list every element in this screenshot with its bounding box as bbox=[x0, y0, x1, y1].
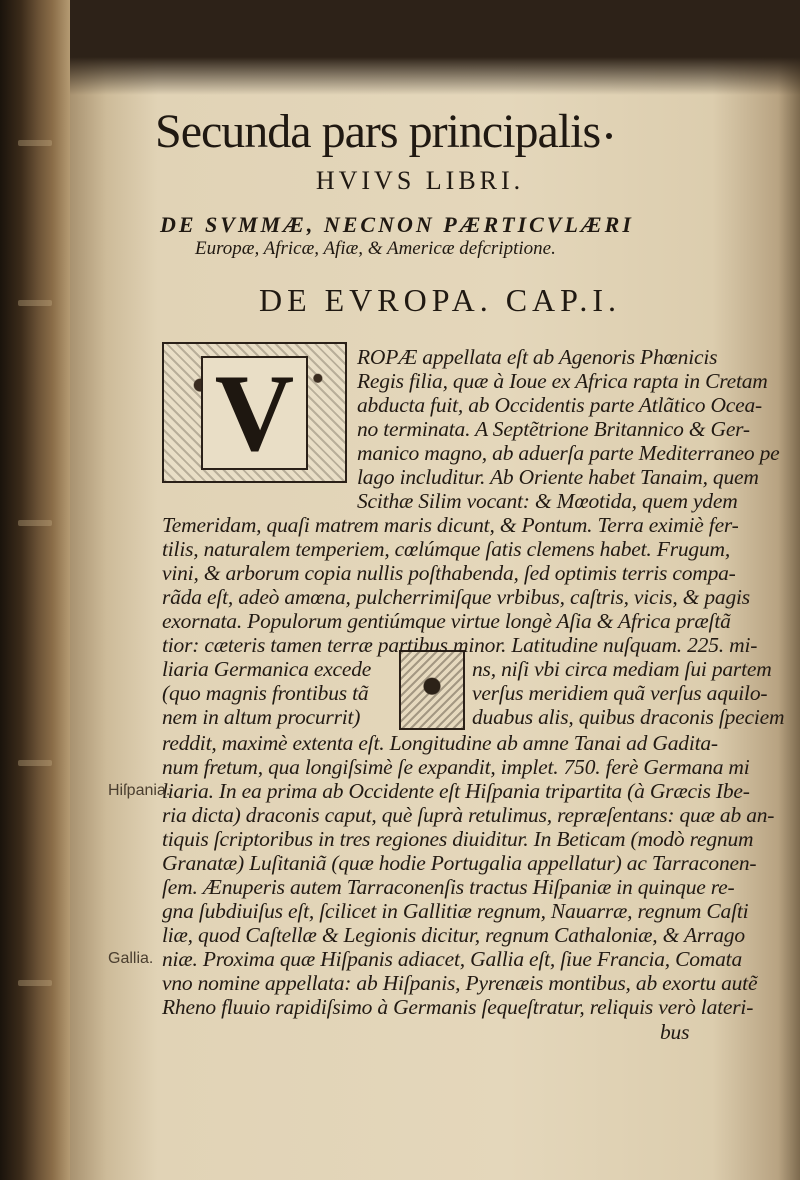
chapter-heading: DE EVROPA. CAP.I. bbox=[258, 282, 622, 318]
text-line: liaria Germanica excede bbox=[162, 657, 372, 681]
text-line: (quo magnis frontibus tã bbox=[162, 681, 369, 705]
catchword: bus bbox=[660, 1020, 690, 1044]
text-line: lago includitur. Ab Oriente habet Tanaim, quem bbox=[357, 465, 759, 489]
subtitle: Europæ, Africæ, Afiæ, & Americæ defcriptione. bbox=[195, 238, 556, 259]
text-line: tior: cæteris tamen terræ partibus minor. Latitudine nuſquam. 225. mi- bbox=[162, 633, 758, 657]
text-line: ROPÆ appellata eſt ab Agenoris Phœnicis bbox=[357, 345, 718, 369]
text-line: rãda eſt, adeò amœna, pulcherrimiſque vrbibus, caſtris, vicis, & pagis bbox=[162, 585, 750, 609]
book-title: HVIVS LIBRI. bbox=[315, 166, 525, 195]
text-line: Temeridam, quaſi matrem maris dicunt, & Pontum. Terra eximiè fer- bbox=[162, 513, 739, 537]
text-line: niæ. Proxima quæ Hiſpanis adiacet, Gallia eſt, ſiue Francia, Comata bbox=[162, 947, 743, 971]
text-line: exornata. Populorum gentiúmque virtue longè Aſia & Africa præſtã bbox=[162, 609, 731, 633]
ornament-icon bbox=[606, 133, 612, 139]
text-line: no terminata. A Septẽtrione Britannico & Ger- bbox=[357, 417, 750, 441]
text-line: Regis filia, quæ à Ioue ex Africa rapta in Cretam bbox=[357, 369, 768, 393]
text-line: liaria. In ea prima ab Occidente eſt Hiſpania tripartita (à Græcis Ibe- bbox=[162, 779, 750, 803]
text-line: nem in altum procurrit) bbox=[162, 705, 361, 729]
text-line: duabus alis, quibus draconis ſpeciem bbox=[472, 705, 785, 729]
text-line: ns, niſi vbi circa mediam ſui partem bbox=[472, 657, 772, 681]
margin-note-gallia: Gallia. bbox=[108, 950, 154, 967]
part-title: DE SVMMÆ, NECNON PÆRTICVLÆRI bbox=[160, 212, 634, 237]
text-line: vno nomine appellata: ab Hiſpanis, Pyrenæis montibus, ab exortu autẽ bbox=[162, 971, 758, 995]
text-line: reddit, maximè extenta eſt. Longitudine ab amne Tanai ad Gadita- bbox=[162, 731, 718, 755]
text-line: vini, & arborum copia nullis poſthabenda, ſed optimis terris compa- bbox=[162, 561, 736, 585]
text-line: gna ſubdiuiſus eſt, ſcilicet in Gallitiæ regnum, Nauarræ, regnum Caſti bbox=[162, 899, 749, 923]
text-line: ria dicta) draconis caput, què ſuprà retulimus, repræſentans: quæ ab an- bbox=[162, 803, 775, 827]
text-line: num fretum, qua longiſsimè ſe expandit, implet. 750. ferè Germana mi bbox=[162, 755, 750, 779]
text-line: liæ, quod Caſtellæ & Legionis dicitur, regnum Cathaloniæ, & Arrago bbox=[162, 923, 745, 947]
text-line: tilis, naturalem temperiem, cœlúmque ſatis clemens habet. Frugum, bbox=[162, 537, 731, 561]
drop-cap-letter: V bbox=[201, 356, 308, 470]
text-line: Rheno fluuio rapidiſsimo à Germanis ſequeſtratur, reliquis verò lateri- bbox=[162, 995, 754, 1019]
running-head: Secunda pars principalis bbox=[155, 102, 695, 162]
book-spine bbox=[0, 0, 70, 1180]
text-line: manico magno, ab aduerſa parte Mediterraneo pe bbox=[357, 441, 780, 465]
text-line: tiquis ſcriptoribus in tres regiones diuiditur. In Beticam (modò regnum bbox=[162, 827, 754, 851]
text-line: verſus meridiem quã verſus aquilo- bbox=[472, 681, 768, 705]
margin-note-hispania: Hiſpania. bbox=[108, 782, 171, 799]
drop-cap-ornament bbox=[162, 342, 347, 483]
text-line: abducta fuit, ab Occidentis parte Atlãtico Ocea- bbox=[357, 393, 762, 417]
woodcut-ornament-icon bbox=[399, 650, 465, 730]
text-line: ſem. Ænuperis autem Tarraconenſis tractus Hiſpaniæ in quinque re- bbox=[162, 875, 735, 899]
text-line: Scithæ Silim vocant: & Mœotida, quem ydem bbox=[357, 489, 738, 513]
text-line: Granatæ) Luſitaniã (quæ hodie Portugalia appellatur) ac Tarraconen- bbox=[162, 851, 757, 875]
